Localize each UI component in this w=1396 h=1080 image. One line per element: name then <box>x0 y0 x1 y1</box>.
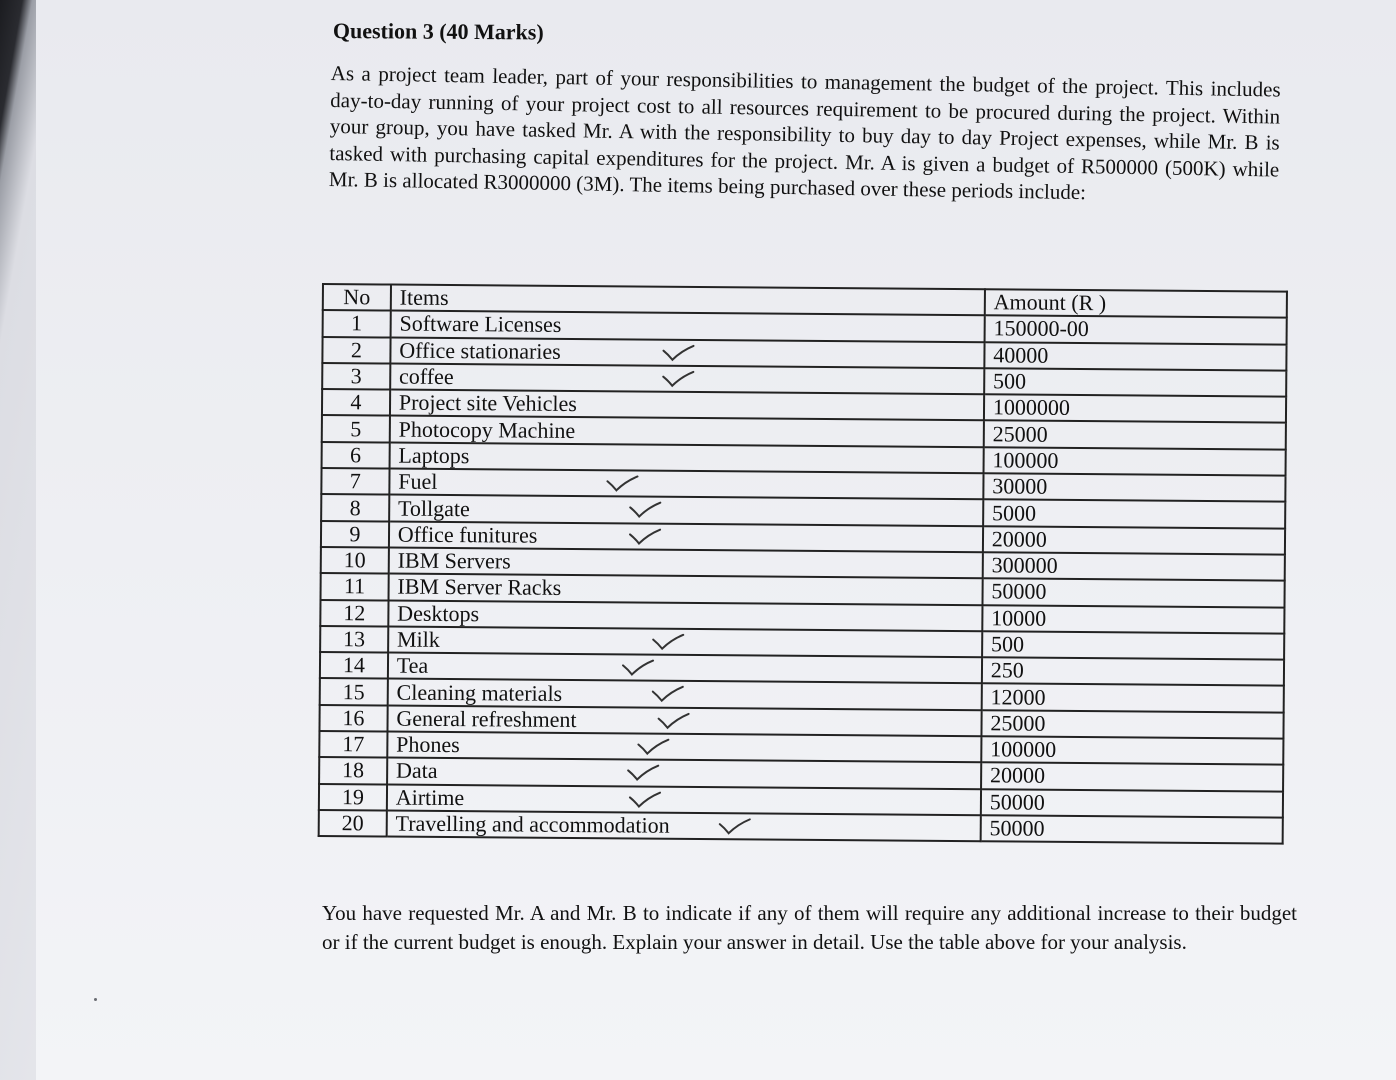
item-name: Project site Vehicles <box>398 389 577 417</box>
item-name: Cleaning materials <box>396 679 563 706</box>
checkmark-icon <box>661 342 695 362</box>
row-number: 16 <box>319 705 387 732</box>
amount-cell: 12000 <box>982 684 1284 713</box>
item-name: coffee <box>399 363 454 390</box>
item-name: Tollgate <box>397 495 470 521</box>
row-number: 18 <box>319 757 387 784</box>
row-number: 4 <box>322 389 390 416</box>
amount-cell: 25000 <box>984 421 1286 450</box>
item-name: Laptops <box>398 442 470 469</box>
amount-cell: 5000 <box>983 500 1285 529</box>
amount-cell: 50000 <box>982 578 1284 607</box>
row-number: 14 <box>320 652 388 679</box>
checkmark-icon <box>621 658 655 678</box>
checkmark-icon <box>605 473 639 493</box>
amount-cell: 100000 <box>983 447 1285 476</box>
amount-cell: 300000 <box>983 552 1285 581</box>
amount-cell: 40000 <box>984 342 1286 371</box>
item-name: Office stationaries <box>399 337 561 364</box>
row-number: 13 <box>320 626 388 653</box>
header-no: No <box>323 284 391 311</box>
item-name: IBM Servers <box>397 547 511 574</box>
amount-cell: 10000 <box>982 605 1284 634</box>
amount-cell: 100000 <box>981 736 1283 765</box>
row-number: 12 <box>320 600 388 627</box>
row-number: 7 <box>321 468 389 495</box>
row-number: 20 <box>319 810 387 837</box>
checkmark-icon <box>628 526 662 546</box>
row-number: 19 <box>319 784 387 811</box>
amount-cell: 30000 <box>983 473 1285 502</box>
item-name: Desktops <box>397 600 480 626</box>
item-name: Office funitures <box>397 521 538 548</box>
row-number: 8 <box>321 494 389 521</box>
item-name: Fuel <box>398 468 438 495</box>
item-cell <box>386 810 980 841</box>
checkmark-icon <box>628 789 662 809</box>
row-number: 15 <box>320 678 388 705</box>
row-number: 9 <box>321 521 389 548</box>
checkmark-icon <box>626 763 660 783</box>
checkmark-icon <box>717 816 751 836</box>
row-number: 10 <box>321 547 389 574</box>
amount-cell: 25000 <box>981 710 1283 739</box>
item-name: IBM Server Racks <box>397 574 562 601</box>
checkmark-icon <box>651 684 685 704</box>
item-name: Tea <box>396 652 429 679</box>
question-intro: As a project team leader, part of your responsibilities to management the budget of the project. This includes day-to-day running of your project cost to all resources requirement to be procured during the project. Within your group, you have tasked Mr. A with the responsibility to buy day to day Project expenses, while Mr. B is tasked with purchasing capital expenditures for the project. Mr. A is given a budget of R500000 (500K) while Mr. B is allocated R3000000 (3M). The items being purchased over these periods include: <box>328 60 1281 205</box>
amount-cell: 500 <box>984 368 1286 397</box>
checkmark-icon <box>636 737 670 757</box>
checkmark-icon <box>656 710 690 730</box>
checkmark-icon <box>628 500 662 520</box>
item-name: Photocopy Machine <box>398 416 576 443</box>
item-name: Milk <box>396 626 440 652</box>
row-number: 2 <box>322 337 390 364</box>
paper-speck <box>94 998 97 1001</box>
question-title: Question 3 (40 Marks) <box>332 18 544 45</box>
item-name: Data <box>395 758 438 784</box>
item-name: General refreshment <box>396 705 577 732</box>
checkmark-icon <box>661 369 695 389</box>
amount-cell: 50000 <box>981 789 1283 818</box>
question-closing: You have requested Mr. A and Mr. B to indicate if any of them will require any additional increase to their budget or if the current budget is enough. Explain your answer in detail. Use the table above for your analysis. <box>322 901 1297 954</box>
item-name: Software Licenses <box>399 311 562 338</box>
row-number: 6 <box>322 442 390 469</box>
amount-cell: 20000 <box>983 526 1285 555</box>
item-name: Airtime <box>395 784 465 810</box>
amount-cell: 250 <box>982 657 1284 686</box>
row-number: 11 <box>321 573 389 600</box>
row-number: 17 <box>319 731 387 758</box>
amount-cell: 150000-00 <box>984 316 1286 345</box>
row-number: 1 <box>323 310 391 337</box>
header-items: Items <box>391 285 985 316</box>
checkmark-icon <box>651 631 685 651</box>
item-name: Phones <box>396 731 460 758</box>
header-amount: Amount (R ) <box>985 289 1287 318</box>
row-number: 3 <box>322 363 390 390</box>
row-number: 5 <box>322 415 390 442</box>
amount-cell: 20000 <box>981 763 1283 792</box>
item-name: Travelling and accommodation <box>395 810 670 838</box>
amount-cell: 500 <box>982 631 1284 660</box>
amount-cell: 50000 <box>980 815 1282 844</box>
items-table <box>318 283 1288 845</box>
amount-cell: 1000000 <box>984 394 1286 423</box>
